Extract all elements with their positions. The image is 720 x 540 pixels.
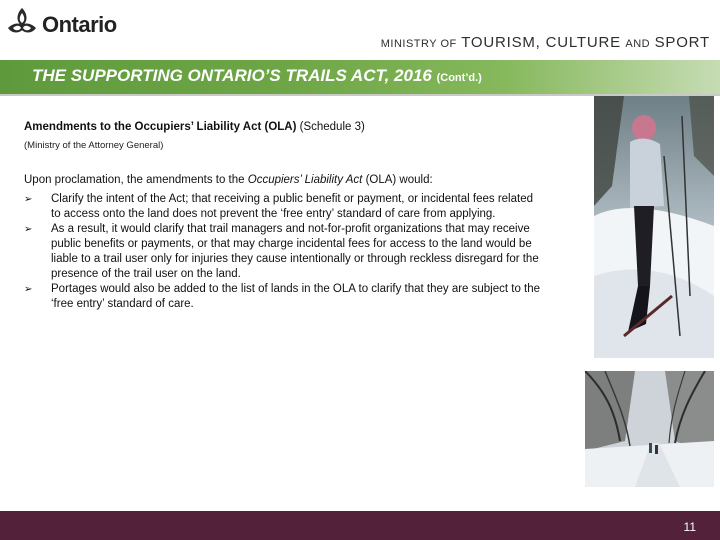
section-heading <box>24 121 365 133</box>
bullet-text: Portages would also be added to the list of lands in the OLA to clarify that they are subject to the ‘free entry’ standard of care. <box>51 283 541 310</box>
arrow-bullet-icon: ➢ <box>24 194 33 205</box>
page-number: 11 <box>683 520 696 534</box>
snowy-trail-photo <box>585 371 714 487</box>
arrow-bullet-icon: ➢ <box>24 224 33 235</box>
bullet-list <box>24 192 544 312</box>
ministry-part-3: AND <box>625 38 651 50</box>
slide-title-cont: (Cont’d.) <box>436 72 482 84</box>
intro-text <box>24 174 433 186</box>
intro-act-name: Occupiers’ Liability Act <box>247 174 363 186</box>
intro-post: (OLA) would: <box>362 174 433 186</box>
list-item <box>24 222 544 282</box>
arrow-bullet-icon: ➢ <box>24 284 33 295</box>
footer-bar <box>0 511 720 540</box>
list-item <box>24 282 544 312</box>
intro-pre: Upon proclamation, the amendments to the <box>24 174 248 186</box>
ministry-name <box>381 34 710 52</box>
skier-photo <box>594 96 714 358</box>
logo-wordmark: Ontario <box>42 12 117 37</box>
list-item <box>24 192 544 222</box>
bullet-text: Clarify the intent of the Act; that receiving a public benefit or payment, or incidental fees related to access onto the land does not prevent the ‘free entry’ standard of care from applying. <box>51 193 533 220</box>
section-heading-rest: (Schedule 3) <box>296 121 365 133</box>
section-subheading: (Ministry of the Attorney General) <box>24 140 164 151</box>
slide-title-main: THE SUPPORTING ONTARIO’S TRAILS ACT, 2016 <box>32 66 432 85</box>
section-heading-bold: Amendments to the Occupiers’ Liability Act (OLA) <box>24 121 297 133</box>
ministry-part-2: TOURISM, CULTURE <box>461 34 621 51</box>
bullet-text: As a result, it would clarify that trail managers and not-for-profit organizations that may receive public benefits or payments, or that may charge incidental fees for access to the land would be liable to a trail user only for injuries they cause intentionally or through reckless disregard for the presence of the trail user on the land. <box>51 223 539 280</box>
ontario-logo <box>4 4 134 44</box>
trillium-icon <box>4 4 40 42</box>
ministry-part-4: SPORT <box>654 34 710 51</box>
ministry-part-1: MINISTRY OF <box>380 38 457 50</box>
slide-title <box>32 66 482 86</box>
